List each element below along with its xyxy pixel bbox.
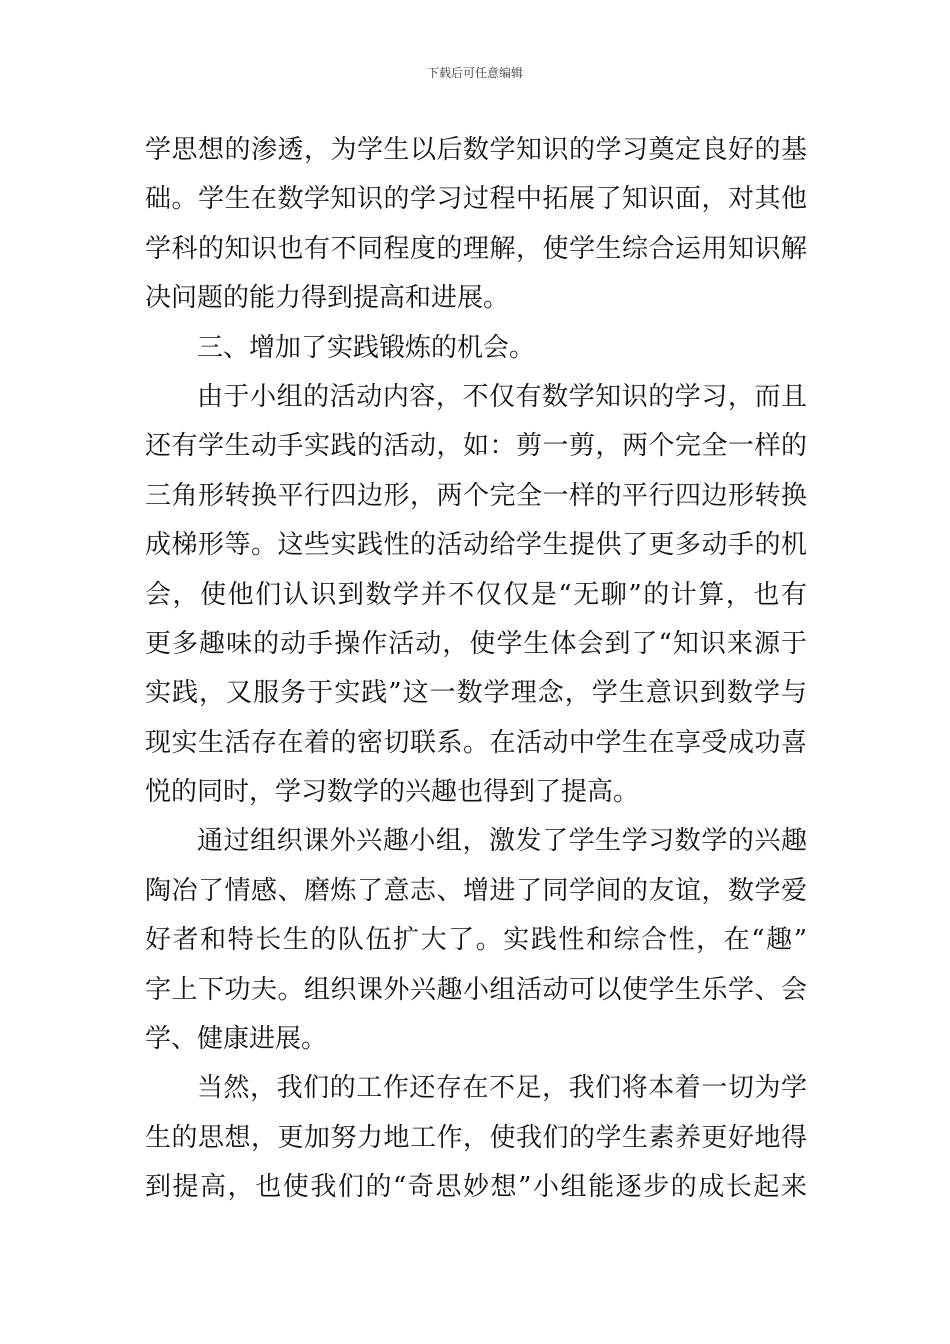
text-line: 学、健康进展。 bbox=[145, 1024, 328, 1055]
text-line: 更多趣味的动手操作活动，使学生体会到了“知识来源于 bbox=[145, 628, 807, 659]
text-line: 字上下功夫。组织课外兴趣小组活动可以使学生乐学、会 bbox=[145, 974, 807, 1005]
text-line: 三角形转换平行四边形，两个完全一样的平行四边形转换 bbox=[145, 480, 807, 511]
text-line: 学思想的渗透，为学生以后数学知识的学习奠定良好的基 bbox=[145, 135, 807, 165]
text-line: 学科的知识也有不同程度的理解，使学生综合运用知识解 bbox=[145, 233, 807, 264]
document-body bbox=[145, 126, 807, 1213]
text-line: 当然，我们的工作还存在不足，我们将本着一切为学 bbox=[197, 1073, 807, 1104]
text-line: 到提高，也使我们的“奇思妙想”小组能逐步的成长起来 bbox=[145, 1172, 807, 1203]
text-line: 好者和特长生的队伍扩大了。实践性和综合性，在“趣” bbox=[145, 925, 807, 956]
text-line: 悦的同时，学习数学的兴趣也得到了提高。 bbox=[145, 777, 640, 808]
text-line: 现实生活存在着的密切联系。在活动中学生在享受成功喜 bbox=[145, 727, 807, 758]
text-line: 础。学生在数学知识的学习过程中拓展了知识面，对其他 bbox=[145, 184, 807, 215]
text-line: 决问题的能力得到提高和进展。 bbox=[145, 283, 510, 314]
text-line: 由于小组的活动内容，不仅有数学知识的学习，而且 bbox=[197, 381, 807, 412]
page-header: 下载后可任意编辑 bbox=[426, 66, 523, 80]
text-line: 三、增加了实践锻炼的机会。 bbox=[197, 332, 536, 363]
text-line: 生的思想，更加努力地工作，使我们的学生素养更好地得 bbox=[145, 1122, 807, 1153]
text-line: 还有学生动手实践的活动，如：剪一剪，两个完全一样的 bbox=[145, 431, 807, 462]
text-line: 通过组织课外兴趣小组，激发了学生学习数学的兴趣 bbox=[197, 826, 807, 857]
text-line: 成梯形等。这些实践性的活动给学生提供了更多动手的机 bbox=[145, 530, 807, 561]
text-line: 实践，又服务于实践”这一数学理念，学生意识到数学与 bbox=[145, 678, 807, 709]
text-line: 会，使他们认识到数学并不仅仅是“无聊”的计算，也有 bbox=[145, 579, 807, 610]
text-line: 陶冶了情感、磨炼了意志、增进了同学间的友谊，数学爱 bbox=[145, 875, 807, 906]
